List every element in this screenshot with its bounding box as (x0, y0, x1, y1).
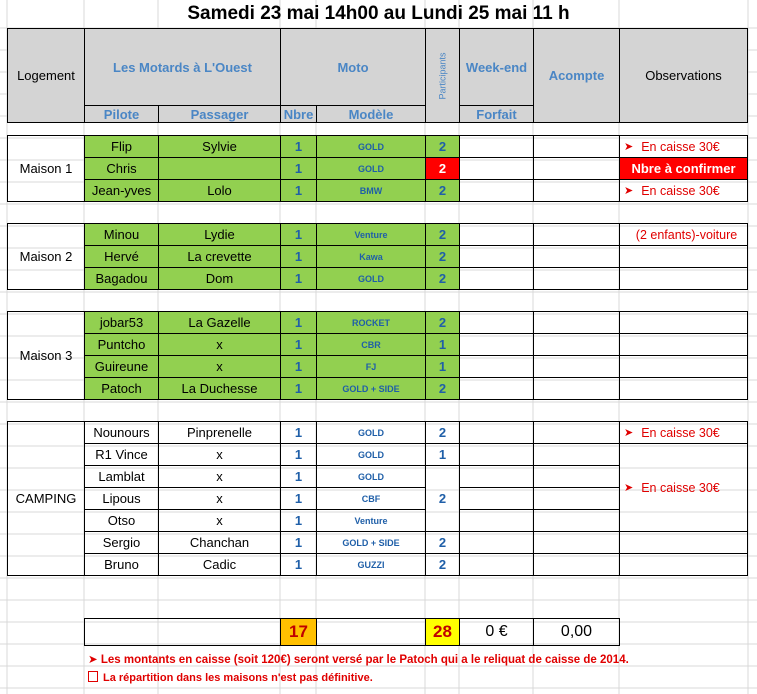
observation-text: Nbre à confirmer (631, 161, 736, 176)
nbre-cell[interactable]: 1 (280, 465, 317, 488)
acompte-cell[interactable] (533, 267, 620, 290)
participants-cell[interactable]: 2 (425, 267, 460, 290)
acompte-cell[interactable] (533, 311, 620, 334)
modele-cell[interactable]: GOLD (316, 135, 426, 158)
observation-cell[interactable] (619, 355, 748, 378)
passager-cell[interactable]: x (158, 509, 281, 532)
nbre-cell[interactable]: 1 (280, 509, 317, 532)
passager-cell[interactable]: Pinprenelle (158, 421, 281, 444)
acompte-cell[interactable] (533, 509, 620, 532)
weekend-cell[interactable] (459, 135, 534, 158)
modele-cell[interactable]: ROCKET (316, 311, 426, 334)
acompte-cell[interactable] (533, 223, 620, 246)
checkbox-icon (88, 671, 98, 682)
passager-cell[interactable]: Lolo (158, 179, 281, 202)
total-participants[interactable]: 28 (425, 618, 460, 646)
participants-cell[interactable]: 2 (425, 311, 460, 334)
pilote-cell[interactable]: Nounours (84, 421, 159, 444)
passager-cell[interactable]: Cadic (158, 553, 281, 576)
modele-cell[interactable]: GOLD (316, 267, 426, 290)
weekend-cell[interactable] (459, 509, 534, 532)
passager-cell[interactable]: La crevette (158, 245, 281, 268)
nbre-cell[interactable]: 1 (280, 311, 317, 334)
observation-cell[interactable] (619, 377, 748, 400)
observation-cell[interactable] (619, 553, 748, 576)
arrow-right-icon: ➤ (624, 482, 634, 494)
modele-cell[interactable]: Venture (316, 509, 426, 532)
nbre-cell[interactable]: 1 (280, 267, 317, 290)
weekend-cell[interactable] (459, 553, 534, 576)
weekend-cell[interactable] (459, 465, 534, 488)
participants-cell[interactable]: 2 (425, 157, 460, 180)
passager-cell[interactable] (158, 157, 281, 180)
pilote-cell[interactable]: Chris (84, 157, 159, 180)
pilote-cell[interactable]: jobar53 (84, 311, 159, 334)
observation-merged-cell[interactable] (619, 443, 748, 532)
logement-maison-1: Maison 1 (7, 135, 85, 202)
header-logement: Logement (7, 28, 85, 123)
pilote-cell[interactable]: Otso (84, 509, 159, 532)
weekend-cell[interactable] (459, 377, 534, 400)
nbre-cell[interactable]: 1 (280, 443, 317, 466)
participants-cell[interactable]: 2 (425, 553, 460, 576)
participants-cell[interactable]: 2 (425, 245, 460, 268)
acompte-cell[interactable] (533, 377, 620, 400)
weekend-cell[interactable] (459, 245, 534, 268)
pilote-cell[interactable]: Guireune (84, 355, 159, 378)
pilote-cell[interactable]: Bagadou (84, 267, 159, 290)
nbre-cell[interactable]: 1 (280, 223, 317, 246)
arrow-right-icon: ➤ (624, 185, 634, 197)
logement-maison-2: Maison 2 (7, 223, 85, 290)
passager-cell[interactable]: Chanchan (158, 531, 281, 554)
weekend-cell[interactable] (459, 421, 534, 444)
weekend-cell[interactable] (459, 443, 534, 466)
modele-cell[interactable]: FJ (316, 355, 426, 378)
observation-text: (2 enfants)-voiture (635, 227, 738, 242)
modele-cell[interactable]: CBF (316, 487, 426, 510)
header-group: Les Motards à L'Ouest (84, 28, 281, 106)
acompte-cell[interactable] (533, 421, 620, 444)
modele-cell[interactable]: GOLD (316, 421, 426, 444)
observation-cell[interactable] (619, 311, 748, 334)
header-pilote: Pilote (84, 105, 159, 123)
pilote-cell[interactable]: Lamblat (84, 465, 159, 488)
total-blank-mid (316, 618, 426, 646)
participants-cell[interactable]: 2 (425, 531, 460, 554)
observation-cell[interactable] (619, 267, 748, 290)
nbre-cell[interactable]: 1 (280, 531, 317, 554)
header-forfait: Forfait (459, 105, 534, 123)
pilote-cell[interactable]: Puntcho (84, 333, 159, 356)
passager-cell[interactable]: x (158, 333, 281, 356)
total-weekend[interactable]: 0 € (459, 618, 534, 646)
note-caisse: ➤ Les montants en caisse (soit 120€) seront versé par le Patoch qui a le reliquat de caisse de 2014. (88, 654, 629, 666)
nbre-cell[interactable]: 1 (280, 333, 317, 356)
header-modele: Modèle (316, 105, 426, 123)
pilote-cell[interactable]: R1 Vince (84, 443, 159, 466)
modele-cell[interactable]: BMW (316, 179, 426, 202)
modele-cell[interactable]: GOLD + SIDE (316, 531, 426, 554)
observation-cell[interactable] (619, 223, 748, 246)
passager-cell[interactable]: La Gazelle (158, 311, 281, 334)
passager-cell[interactable]: La Duchesse (158, 377, 281, 400)
page-title: Samedi 23 mai 14h00 au Lundi 25 mai 11 h (187, 3, 570, 24)
arrow-right-icon: ➤ (624, 141, 634, 153)
arrow-right-icon: ➤ (88, 654, 101, 666)
acompte-cell[interactable] (533, 245, 620, 268)
participants-merged-cell[interactable]: 2 (425, 465, 460, 532)
acompte-cell[interactable] (533, 179, 620, 202)
observation-text: En caisse 30€ (641, 480, 720, 495)
pilote-cell[interactable]: Patoch (84, 377, 159, 400)
modele-cell[interactable]: Kawa (316, 245, 426, 268)
header-moto: Moto (280, 28, 426, 106)
pilote-cell[interactable]: Lipous (84, 487, 159, 510)
acompte-cell[interactable] (533, 355, 620, 378)
pilote-cell[interactable]: Sergio (84, 531, 159, 554)
nbre-cell[interactable]: 1 (280, 245, 317, 268)
passager-cell[interactable]: x (158, 443, 281, 466)
logement-camping: CAMPING (7, 421, 85, 576)
logement-maison-3: Maison 3 (7, 311, 85, 400)
pilote-cell[interactable]: Jean-yves (84, 179, 159, 202)
modele-cell[interactable]: GOLD (316, 443, 426, 466)
note-repartition: La répartition dans les maisons n'est pas définitive. (88, 671, 373, 684)
weekend-cell[interactable] (459, 223, 534, 246)
weekend-cell[interactable] (459, 333, 534, 356)
observation-text: En caisse 30€ (641, 139, 720, 154)
observation-cell[interactable] (619, 531, 748, 554)
header-nbre: Nbre (280, 105, 317, 123)
observation-cell[interactable] (619, 245, 748, 268)
total-acompte[interactable]: 0,00 (533, 618, 620, 646)
pilote-cell[interactable]: Hervé (84, 245, 159, 268)
pilote-cell[interactable]: Flip (84, 135, 159, 158)
modele-cell[interactable]: GOLD (316, 157, 426, 180)
observation-cell[interactable] (619, 135, 748, 158)
nbre-cell[interactable]: 1 (280, 157, 317, 180)
participants-cell[interactable]: 2 (425, 421, 460, 444)
nbre-cell[interactable]: 1 (280, 377, 317, 400)
acompte-cell[interactable] (533, 157, 620, 180)
observation-text: En caisse 30€ (641, 183, 720, 198)
participants-cell[interactable]: 1 (425, 443, 460, 466)
nbre-cell[interactable]: 1 (280, 421, 317, 444)
pilote-cell[interactable]: Bruno (84, 553, 159, 576)
header-weekend: Week-end (459, 28, 534, 106)
observation-cell[interactable] (619, 421, 748, 444)
header-acompte: Acompte (533, 28, 620, 123)
acompte-cell[interactable] (533, 531, 620, 554)
header-participants: Participants (425, 28, 460, 123)
header-passager: Passager (158, 105, 281, 123)
total-blank-left (84, 618, 281, 646)
weekend-cell[interactable] (459, 531, 534, 554)
nbre-cell[interactable]: 1 (280, 355, 317, 378)
passager-cell[interactable]: x (158, 487, 281, 510)
total-nbre[interactable]: 17 (280, 618, 317, 646)
acompte-cell[interactable] (533, 553, 620, 576)
nbre-cell[interactable]: 1 (280, 135, 317, 158)
modele-cell[interactable]: GOLD + SIDE (316, 377, 426, 400)
acompte-cell[interactable] (533, 487, 620, 510)
acompte-cell[interactable] (533, 135, 620, 158)
observation-cell[interactable] (619, 333, 748, 356)
weekend-cell[interactable] (459, 487, 534, 510)
observation-cell[interactable] (619, 179, 748, 202)
nbre-cell[interactable]: 1 (280, 179, 317, 202)
weekend-cell[interactable] (459, 267, 534, 290)
passager-cell[interactable]: Dom (158, 267, 281, 290)
weekend-cell[interactable] (459, 311, 534, 334)
participants-cell[interactable]: 1 (425, 355, 460, 378)
weekend-cell[interactable] (459, 355, 534, 378)
participants-cell[interactable]: 2 (425, 377, 460, 400)
nbre-cell[interactable]: 1 (280, 487, 317, 510)
passager-cell[interactable]: x (158, 465, 281, 488)
header-observations: Observations (619, 28, 748, 123)
modele-cell[interactable]: Venture (316, 223, 426, 246)
acompte-cell[interactable] (533, 443, 620, 466)
participants-cell[interactable]: 2 (425, 179, 460, 202)
passager-cell[interactable]: Lydie (158, 223, 281, 246)
modele-cell[interactable]: CBR (316, 333, 426, 356)
participants-cell[interactable]: 1 (425, 333, 460, 356)
observation-text: En caisse 30€ (641, 425, 720, 440)
weekend-cell[interactable] (459, 157, 534, 180)
participants-cell[interactable]: 2 (425, 223, 460, 246)
passager-cell[interactable]: Sylvie (158, 135, 281, 158)
nbre-cell[interactable]: 1 (280, 553, 317, 576)
acompte-cell[interactable] (533, 333, 620, 356)
modele-cell[interactable]: GOLD (316, 465, 426, 488)
observation-cell[interactable] (619, 157, 748, 180)
pilote-cell[interactable]: Minou (84, 223, 159, 246)
acompte-cell[interactable] (533, 465, 620, 488)
weekend-cell[interactable] (459, 179, 534, 202)
passager-cell[interactable]: x (158, 355, 281, 378)
arrow-right-icon: ➤ (624, 427, 634, 439)
modele-cell[interactable]: GUZZI (316, 553, 426, 576)
participants-cell[interactable]: 2 (425, 135, 460, 158)
